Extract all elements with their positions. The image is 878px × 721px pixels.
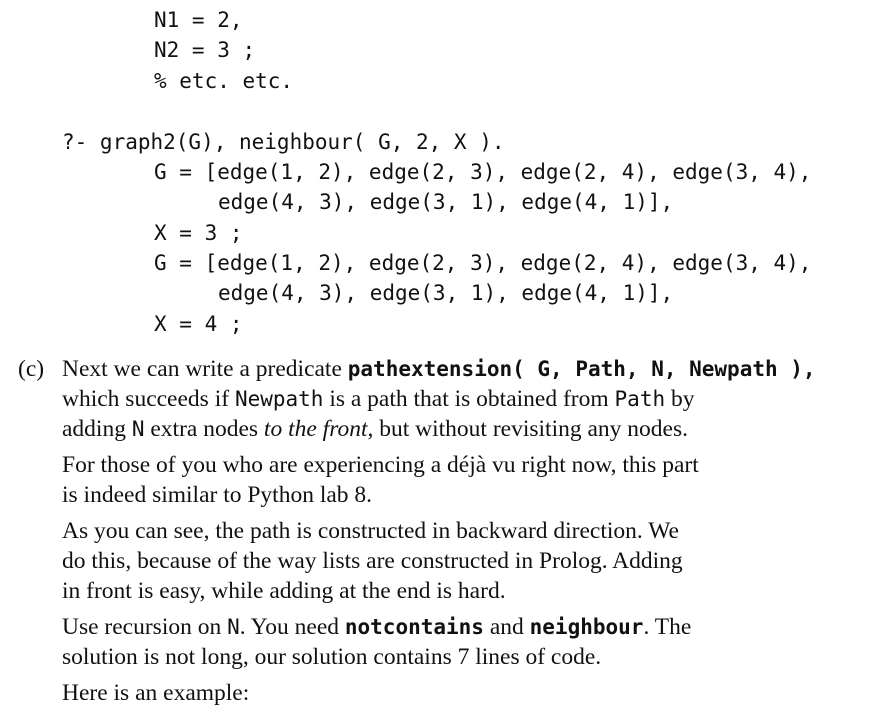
text: Use recursion on bbox=[62, 614, 228, 640]
code-term: Path bbox=[614, 387, 666, 411]
paragraph-line bbox=[62, 414, 688, 444]
prolog-query: ?- graph2(G), neighbour( G, 2, X ). bbox=[62, 130, 505, 154]
emphasis: to the front bbox=[263, 416, 368, 442]
code-line: N1 = 2, bbox=[154, 8, 243, 32]
text: which succeeds if bbox=[62, 386, 235, 412]
text: extra nodes bbox=[144, 416, 264, 442]
code-term: notcontains bbox=[344, 615, 484, 639]
text: and bbox=[483, 614, 530, 640]
predicate-signature: pathextension( G, Path, N, Newpath ), bbox=[347, 357, 816, 381]
code-line: N2 = 3 ; bbox=[154, 38, 256, 62]
paragraph-line: Here is an example: bbox=[62, 680, 250, 706]
paragraph-line: For those of you who are experiencing a déjà vu right now, this part bbox=[62, 452, 699, 478]
code-term: Newpath bbox=[234, 387, 324, 411]
answer-line: G = [edge(1, 2), edge(2, 3), edge(2, 4), edge(3, 4), bbox=[154, 251, 812, 275]
text: is a path that is obtained from bbox=[323, 386, 615, 412]
paragraph-line: As you can see, the path is constructed in backward direction. We bbox=[62, 518, 679, 544]
answer-line: X = 3 ; bbox=[154, 221, 243, 245]
text: . You need bbox=[239, 614, 345, 640]
text: , but without revisiting any nodes. bbox=[367, 416, 688, 442]
text: by bbox=[665, 386, 695, 412]
code-term: N bbox=[131, 417, 145, 441]
code-comment: % etc. etc. bbox=[154, 69, 294, 93]
text: Next we can write a predicate bbox=[62, 356, 348, 382]
paragraph-line: solution is not long, our solution contains 7 lines of code. bbox=[62, 644, 602, 670]
answer-line: G = [edge(1, 2), edge(2, 3), edge(2, 4), edge(3, 4), bbox=[154, 160, 812, 184]
text: adding bbox=[62, 416, 132, 442]
paragraph-line bbox=[62, 612, 691, 642]
answer-line: edge(4, 3), edge(3, 1), edge(4, 1)], bbox=[218, 190, 674, 214]
answer-line: edge(4, 3), edge(3, 1), edge(4, 1)], bbox=[218, 281, 674, 305]
answer-line: X = 4 ; bbox=[154, 312, 243, 336]
code-term: N bbox=[227, 615, 240, 639]
item-label: (c) bbox=[18, 356, 45, 382]
paragraph-line bbox=[62, 384, 694, 414]
paragraph-line: is indeed similar to Python lab 8. bbox=[62, 482, 373, 508]
code-term: neighbour bbox=[529, 615, 644, 639]
paragraph-line: do this, because of the way lists are constructed in Prolog. Adding bbox=[62, 548, 683, 574]
paragraph-line bbox=[62, 354, 816, 384]
text: . The bbox=[643, 614, 692, 640]
paragraph-line: in front is easy, while adding at the end is hard. bbox=[62, 578, 506, 604]
